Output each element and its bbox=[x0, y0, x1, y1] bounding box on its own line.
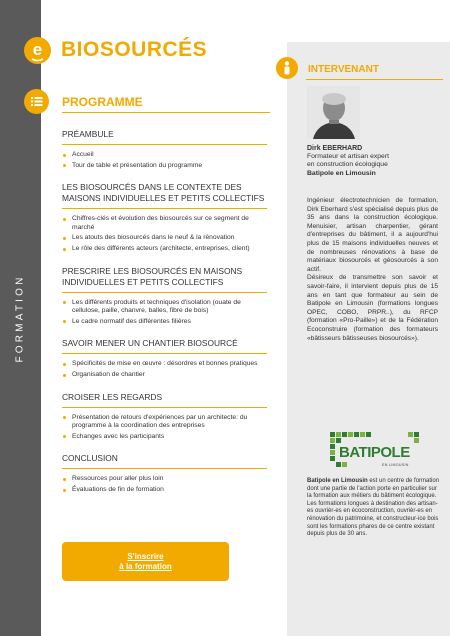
batipole-logo bbox=[330, 428, 420, 473]
bio-paragraph: Désireux de transmettre son savoir et savoir-faire, il intervient depuis plus de 15 ans en tant que formateur au sein de Batipole en Limousin (formations longues OPEC, COBO, PRPR..), du RFCP (formation «Pro-Paille») et de la Fédération Ecoconstruire (formation des formateurs «bâtisseurs bâtisseuses biosourcés»). bbox=[307, 274, 438, 342]
sidebar-label: FORMATION bbox=[14, 273, 26, 363]
divider bbox=[62, 144, 267, 145]
list-item: Chiffres-clés et évolution des biosourcés sur ce segment de marché bbox=[62, 215, 267, 232]
list-item: Accueil bbox=[62, 151, 267, 160]
person-icon bbox=[276, 57, 298, 79]
list-item: Ressources pour aller plus loin bbox=[62, 475, 267, 484]
list-item: Les différents produits et techniques d'isolation (ouate de cellulose, paille, chanvre, balles, fibre de bois) bbox=[62, 299, 267, 316]
bio-paragraph: Ingénieur électrotechnicien de formation, Dirk Eberhard s'est spécialisé depuis plus de 35 ans dans la construction écologique. Menuisier, artisan charpentier, gérant d'entreprises du bâtiment, il a aujourd'hui plus de 15 maisons individuelles neuves et de nombreuses rénovations à base de matériaux biosourcés et géosourcés à son actif. bbox=[307, 197, 439, 273]
speaker-role: en construction écologique bbox=[307, 161, 388, 169]
about-org: Batipole en Limousin bbox=[307, 478, 368, 484]
list-item: Évaluations de fin de formation bbox=[62, 486, 267, 495]
speaker-role: Formateur et artisan expert bbox=[307, 153, 389, 160]
divider bbox=[62, 292, 267, 293]
speaker-info bbox=[307, 144, 447, 178]
brand-e-icon bbox=[24, 37, 51, 64]
divider bbox=[62, 208, 267, 209]
list-item: Les atouts des biosourcés dans le neuf & la rénovation bbox=[62, 234, 267, 243]
list-item: Présentation de retours d'expériences par un architecte: du programme à la coordination des entreprises bbox=[62, 414, 267, 431]
register-button-line1[interactable]: S'inscrire bbox=[127, 551, 164, 561]
batipole-logo-subtext: EN LIMOUSIN bbox=[382, 463, 409, 467]
programme-heading: PROGRAMME bbox=[62, 95, 143, 109]
programme-section bbox=[62, 453, 267, 494]
section-title: CONCLUSION bbox=[62, 453, 118, 464]
about-text: est un centre de formation dont une partie de l'action porte en particulier sur la formation aux métiers du bâtiment écologique. Les formations longues à destination des artisan-es ouvrièr-es en écoconstruction, ouvrièr-es en rénovation du patrimoine, et constructeur-ice bois sont les formations phares de ce centre existant depuis plus de 30 ans. bbox=[307, 478, 440, 538]
divider bbox=[62, 112, 270, 113]
list-item: Echanges avec les participants bbox=[62, 433, 267, 442]
divider bbox=[62, 468, 267, 469]
intervenant-heading: INTERVENANT bbox=[308, 64, 379, 75]
batipole-logo-text: BATIPOLE bbox=[339, 444, 410, 461]
divider bbox=[306, 79, 443, 80]
programme-section bbox=[62, 392, 267, 442]
programme-section bbox=[62, 129, 267, 170]
section-title: SAVOIR MENER UN CHANTIER BIOSOURCÉ bbox=[62, 338, 238, 349]
list-icon bbox=[24, 89, 49, 114]
section-title: CROISER LES REGARDS bbox=[62, 391, 163, 402]
speaker-photo bbox=[307, 86, 360, 139]
programme-section bbox=[62, 266, 267, 327]
section-title: PRESCRIRE LES BIOSOURCÉS EN MAISONS INDIVIDUELLES ET PETITS COLLECTIFS bbox=[62, 265, 243, 287]
divider bbox=[62, 407, 267, 408]
about-batipole bbox=[307, 478, 442, 539]
speaker-name: Dirk EBERHARD bbox=[307, 145, 363, 152]
register-button-line2[interactable]: à la formation bbox=[119, 561, 172, 571]
speaker-org: Batipole en Limousin bbox=[307, 169, 376, 177]
list-item: Le cadre normatif des différentes filières bbox=[62, 318, 267, 327]
list-item: Le rôle des différents acteurs (architecte, entreprises, client) bbox=[62, 245, 267, 254]
page-title: BIOSOURCÉS bbox=[61, 38, 208, 61]
list-item: Spécificités de mise en œuvre : désordres et bonnes pratiques bbox=[62, 360, 267, 369]
sidebar-label-wrap bbox=[5, 258, 35, 378]
list-item: Organisation de chantier bbox=[62, 371, 267, 380]
divider bbox=[62, 353, 267, 354]
register-button[interactable] bbox=[62, 542, 229, 581]
programme-section bbox=[62, 182, 267, 253]
section-title: PRÉAMBULE bbox=[62, 129, 114, 139]
section-title: LES BIOSOURCÉS DANS LE CONTEXTE DES MAISONS INDIVIDUELLES ET PETITS COLLECTIFS bbox=[62, 182, 265, 204]
programme-content bbox=[62, 129, 267, 507]
list-item: Tour de table et présentation du programme bbox=[62, 162, 267, 171]
speaker-bio bbox=[307, 197, 438, 343]
programme-section bbox=[62, 338, 267, 379]
svg-text:e: e bbox=[32, 40, 43, 59]
